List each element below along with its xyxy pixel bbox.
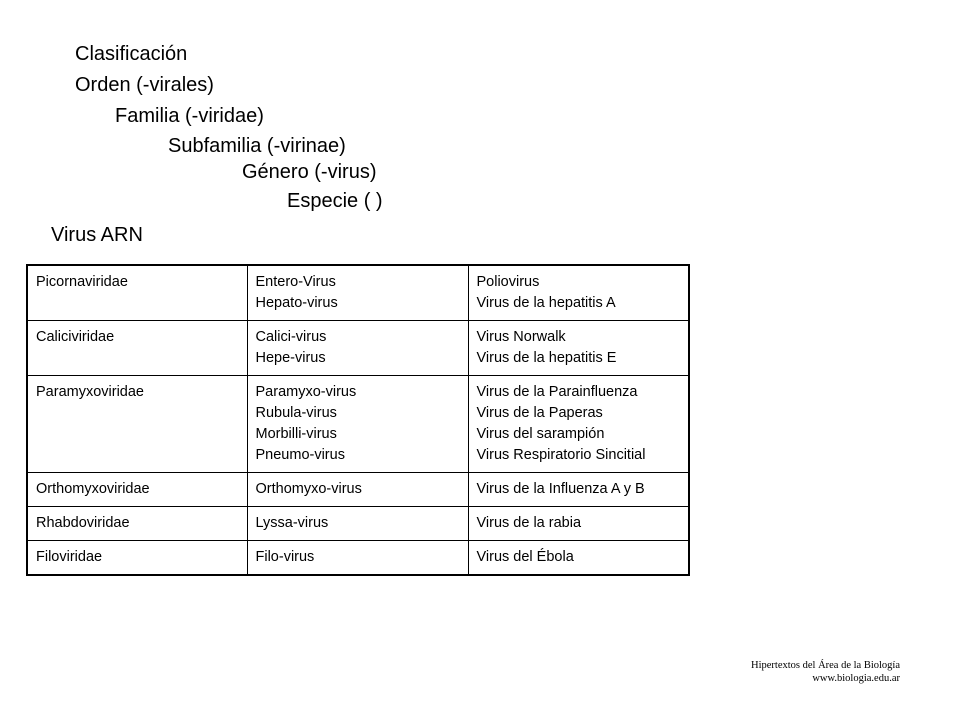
virus-table-body <box>27 265 689 575</box>
cell-species <box>468 321 689 376</box>
family-name: Picornaviridae <box>36 274 128 290</box>
cell-genera <box>247 265 468 321</box>
family-name: Rhabdoviridae <box>36 515 130 531</box>
cell-genera <box>247 376 468 473</box>
cell-species <box>468 265 689 321</box>
footer-credit <box>751 659 900 685</box>
genus-name: Orthomyxo-virus <box>255 481 362 497</box>
species-name: Virus Norwalk <box>476 329 566 345</box>
cell-genera <box>247 321 468 376</box>
cell-species <box>468 376 689 473</box>
heading-genero: Género (-virus) <box>242 161 377 183</box>
table-row <box>27 321 689 376</box>
subtitle-virus-arn: Virus ARN <box>51 224 143 246</box>
footer-line-2: www.biologia.edu.ar <box>812 673 900 684</box>
cell-family <box>27 541 247 576</box>
genus-name: Rubula-virus <box>255 405 337 421</box>
cell-genera <box>247 507 468 541</box>
heading-familia: Familia (-viridae) <box>115 105 264 127</box>
cell-species <box>468 541 689 576</box>
genus-name: Paramyxo-virus <box>255 384 357 400</box>
heading-subfamilia: Subfamilia (-virinae) <box>168 135 346 157</box>
table-row <box>27 265 689 321</box>
table-row <box>27 507 689 541</box>
genus-name: Lyssa-virus <box>255 515 329 531</box>
genus-name: Morbilli-virus <box>255 426 337 442</box>
heading-orden: Orden (-virales) <box>75 74 214 96</box>
family-name: Filoviridae <box>36 549 103 565</box>
family-name: Caliciviridae <box>36 329 115 345</box>
species-name: Virus Respiratorio Sincitial <box>476 447 646 463</box>
species-name: Virus de la Paperas <box>476 405 603 421</box>
table-row <box>27 541 689 576</box>
genus-name: Calici-virus <box>255 329 327 345</box>
genus-name: Hepe-virus <box>255 350 326 366</box>
species-name: Virus de la rabia <box>476 515 582 531</box>
cell-species <box>468 473 689 507</box>
species-name: Virus de la hepatitis A <box>476 295 616 311</box>
cell-species <box>468 507 689 541</box>
species-name: Virus del sarampión <box>476 426 605 442</box>
cell-genera <box>247 541 468 576</box>
cell-genera <box>247 473 468 507</box>
heading-clasificacion: Clasificación <box>75 43 188 65</box>
cell-family <box>27 376 247 473</box>
cell-family <box>27 265 247 321</box>
genus-name: Entero-Virus <box>255 274 336 290</box>
table-row <box>27 473 689 507</box>
footer-line-1: Hipertextos del Área de la Biología <box>751 660 900 671</box>
genus-name: Filo-virus <box>255 549 315 565</box>
cell-family <box>27 321 247 376</box>
genus-name: Pneumo-virus <box>255 447 345 463</box>
species-name: Virus de la hepatitis E <box>476 350 617 366</box>
family-name: Paramyxoviridae <box>36 384 144 400</box>
species-name: Virus de la Influenza A y B <box>476 481 645 497</box>
genus-name: Hepato-virus <box>255 295 338 311</box>
heading-especie: Especie ( ) <box>287 190 383 212</box>
cell-family <box>27 507 247 541</box>
cell-family <box>27 473 247 507</box>
table-row <box>27 376 689 473</box>
virus-table <box>26 264 690 576</box>
family-name: Orthomyxoviridae <box>36 481 150 497</box>
species-name: Virus del Ébola <box>476 549 574 565</box>
species-name: Virus de la Parainfluenza <box>476 384 638 400</box>
species-name: Poliovirus <box>476 274 540 290</box>
